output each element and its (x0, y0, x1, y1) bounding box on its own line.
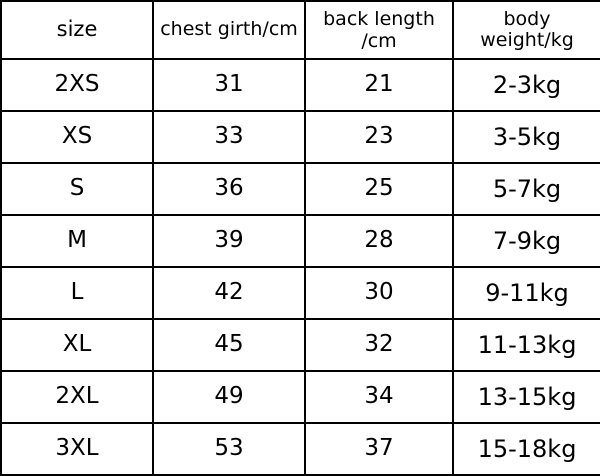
table-row (1, 215, 600, 267)
cell-weight: 2-3kg (453, 59, 600, 111)
cell-back: 34 (305, 371, 453, 423)
cell-back: 25 (305, 163, 453, 215)
header-label-body-weight: body weight/kg (480, 7, 574, 51)
header-cell-body-weight (453, 1, 600, 59)
cell-back: 23 (305, 111, 453, 163)
cell-weight: 7-9kg (453, 215, 600, 267)
cell-chest: 39 (153, 215, 305, 267)
cell-weight: 9-11kg (453, 267, 600, 319)
header-label-chest-girth: chest girth/cm (160, 18, 298, 41)
cell-weight: 13-15kg (453, 371, 600, 423)
cell-size: 2XL (1, 371, 153, 423)
table-row (1, 163, 600, 215)
cell-back: 28 (305, 215, 453, 267)
cell-chest: 42 (153, 267, 305, 319)
table-row (1, 319, 600, 371)
cell-weight: 15-18kg (453, 423, 600, 475)
table-row (1, 423, 600, 475)
table-row (1, 371, 600, 423)
cell-back: 37 (305, 423, 453, 475)
cell-chest: 45 (153, 319, 305, 371)
table-row (1, 59, 600, 111)
header-cell-back-length (305, 1, 453, 59)
header-label-back-length-line2: /cm (361, 30, 397, 52)
cell-size: 3XL (1, 423, 153, 475)
cell-chest: 36 (153, 163, 305, 215)
cell-weight: 5-7kg (453, 163, 600, 215)
header-cell-chest-girth (153, 1, 305, 59)
cell-size: 2XS (1, 59, 153, 111)
cell-size: M (1, 215, 153, 267)
header-cell-size (1, 1, 153, 59)
cell-weight: 3-5kg (453, 111, 600, 163)
cell-back: 32 (305, 319, 453, 371)
header-label-size: size (56, 17, 98, 42)
cell-size: XL (1, 319, 153, 371)
cell-chest: 49 (153, 371, 305, 423)
cell-back: 21 (305, 59, 453, 111)
cell-chest: 53 (153, 423, 305, 475)
cell-weight: 11-13kg (453, 319, 600, 371)
header-label-back-length-line1: back length (323, 7, 435, 30)
cell-size: S (1, 163, 153, 215)
cell-chest: 33 (153, 111, 305, 163)
cell-back: 30 (305, 267, 453, 319)
cell-size: L (1, 267, 153, 319)
table-row (1, 267, 600, 319)
cell-size: XS (1, 111, 153, 163)
table-row (1, 111, 600, 163)
table-header-row (1, 1, 600, 59)
cell-chest: 31 (153, 59, 305, 111)
